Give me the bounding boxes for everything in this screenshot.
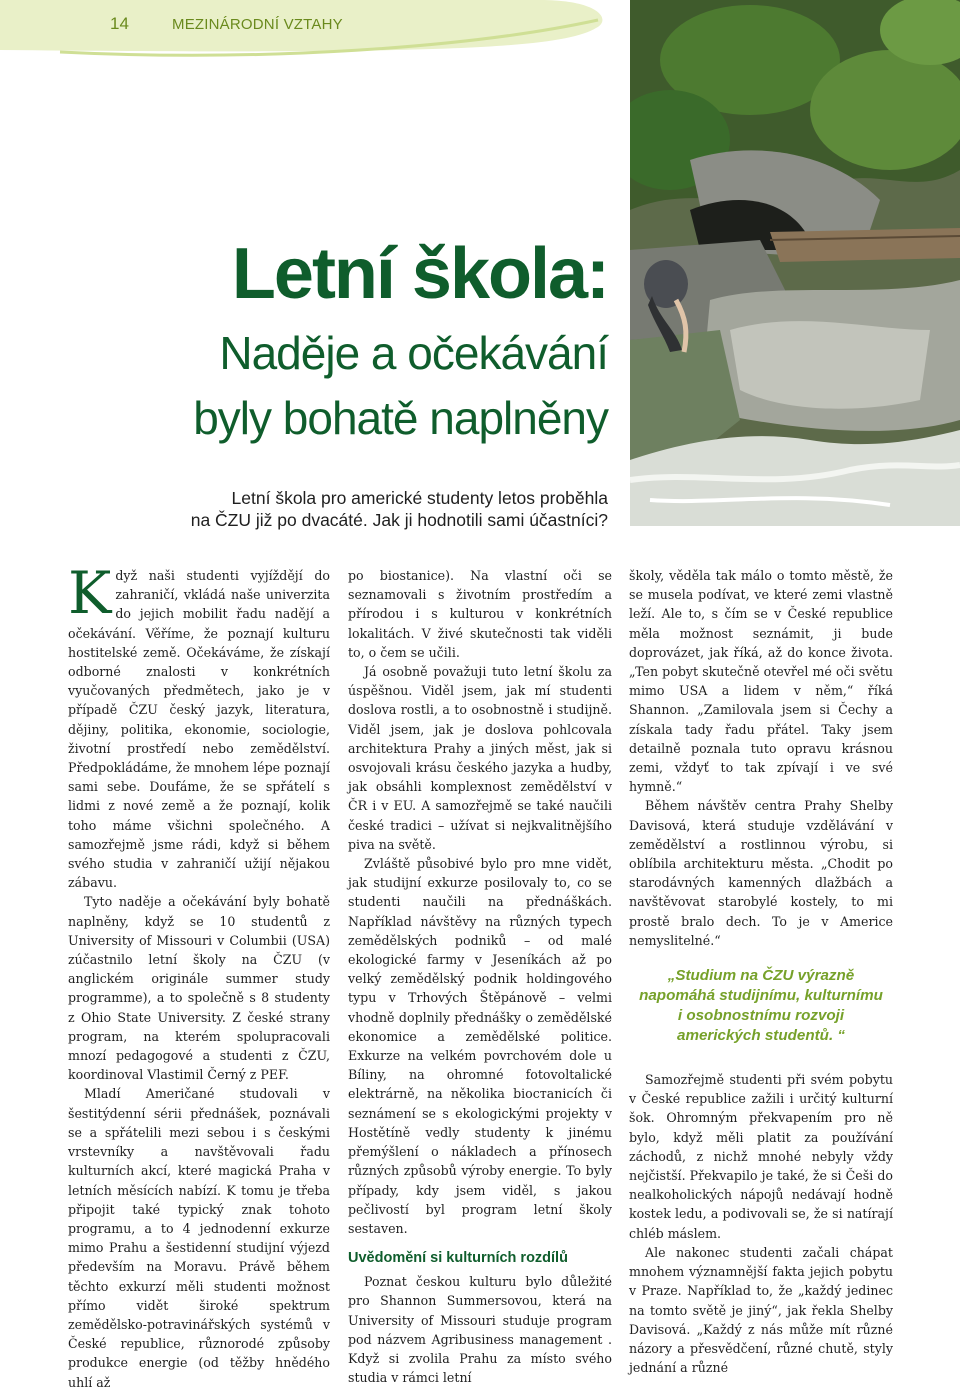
section-title: MEZINÁRODNÍ VZTAHY [172,16,343,33]
paragraph: Mladí Američané studovali v šestitýdenní sérii přednášek, poznávali se a spřátelili mezi sebou i s českými vrstevníky a navštěvovali řadu kulturních akcí, které magická Praha v letních měsících nabízí. K tomu je třeba připojit také typický znak tohoto programu, a to 4 jednodenní exkurze mimo Prahu a šestidenní studijní výjezd především na Moravu. Právě během těchto exkurzí měli studenti možnost přímo vidět široké spektrum zemědělsko-potravinářských systémů v České republice, různorodé způsoby produkce energie (od těžby hnědého uhlí až [68,1086,330,1390]
paragraph: Během návštěv centra Prahy Shelby Davisová, která studuje vzdělávání v zemědělství a rostlinnou výrobu, si oblíbila architekturu města. „Chodit po starodávných kamenných dlažbách a navštěvovat starobylé kostely, to mi prostě bralo dech. To je v Americe nemyslitelné.“ [629,798,893,948]
drop-cap: K [68,559,112,627]
section-heading: Uvědomění si kulturních rozdílů [348,1250,568,1267]
paragraph: Tyto naděje a očekávání byly bohatě naplněny, když se 10 studentů z University of Missouri v Columbii (USA) zúčastnilo letní školy na ČZU (v anglickém originále summer study programme), a to společně s 8 studenty z Ohio State University. Z české strany program, na kterém spolupracovali mnozí pedagogové a studenti z ČZU, koordinoval Vlastimil Černý z PEF. [68,894,330,1083]
paragraph: školy, věděla tak málo o tomto městě, že se musela podívat, ve které zemi vlastně leží. Ale to, s čím se v České republice měla možnost seznámit, ji bude doprovázet, jak říká, až do konce života. „Ten pobyt skutečně otevřel mé oči světu mimo USA a lidem v něm,“ říká Shannon. „Zamilovala jsem si Čechy a získala tady řadu přátel. Taky jsem detailně poznala tuto opravu krásnou zemi, vždyť to tak zpívají i ve své hymně.“ [629,568,893,795]
lead-paragraph [108,487,608,531]
page-number: 14 [110,14,129,33]
headline-subtitle-line2: byly bohatě naplněny [193,392,608,444]
photo-hiker-stream [630,0,960,526]
article-column-2 [348,566,612,1387]
headline-subtitle-line1: Naděje a očekávání [219,327,608,379]
paragraph: Poznat českou kulturu bylo důležité pro Shannon Summersovou, která na University of Missouri studuje program pod názvem Agribusiness management . Když si zvolila Prahu za místo svého studia v rámci letní [348,1274,612,1386]
paragraph: Já osobně považuji tuto letní školu za úspěšnou. Viděl jsem, jak mí studenti doslova rostli, a to osobnostně i studijně. Viděl jsem, jak je doslova pohlcovala architektura Prahy a jiných měst, jak si osvojovali krásu českého jazyka a hudby, jak obsáhli komplexnost zemědělství v ČR i v EU. A samozřejmě se také naučili české tradici – užívat si nejkvalitnějšího piva na světě. [348,664,612,852]
pull-quote: „Studium na ČZU výrazně napomáhá studijnímu, kulturnímu i osobnostnímu rozvoji amerických studentů. “ [639,967,883,1045]
headline-title: Letní škola: [231,234,608,314]
paragraph: Zvláště působivé bylo pro mne vidět, jak studijní exkurze posilovaly to, co se studenti naučili na přednáškách. Například návštěvy na různých typech zemědělských podniků – od malé ekologické farmy v Jeseníkách až po velký zemědělský podnik holdingového typu v Trhových Štěpánově – velmi vhodně doplnily přednášky o zemědělské ekonomice a zemědělské politice. Exkurze na velkém povrchovém dole u Bíliny, na ohromné fotovoltalické elektrárně, na několika bioстanicích či seznámení se s ekologickými projekty v Hostětíně vedly studenty k jinému přemýšlení o nákladech a přínosech různých způsobů výroby energie. To byly případy, kdy jsem viděl, s jakou pečlivostí byl program letní školy sestaven. [348,856,612,1236]
lead-line1: Letní škola pro americké studenty letos proběhla [231,488,608,508]
article-column-1 [68,559,330,1392]
paragraph [68,559,330,892]
lead-line2: na ČZU již po dvacáté. Jak ji hodnotili sami účastníci? [190,510,608,530]
paragraph-text: dyž naši studenti vyjíždějí do zahraničí, vkládá naše univerzita do jejich mobilit řadu nadějí a očekávání. Věříme, že poznají kulturu hostitelské země. Očekáváme, že získají odborné znalosti v konkrétních vyučovaných předmětech, jako je v případě ČZU český jazyk, literatura, dějiny, politika, ekonomie, sociologie, životní prostředí nebo zemědělství. Předpokládáme, že mnohem lépe poznají sami sebe. Doufáme, že se spřátelí s lidmi z nové země a že poznají, kolik toho máme všichni společného. A samozřejmě jsme rádi, když si během svého studia v zahraničí užijí nějakou zábavu. [68,568,330,891]
paragraph: Ale nakonec studenti začali chápat mnohem významnější fakta jejich pobytu v Praze. Například to, že „každý jedinec na tomto světě je jiný“, jak řekla Shelby Davisová. „Každý z nás může mít různé názory a přesvědčení, různé chutě, styly jednání a různé [629,1244,893,1376]
paragraph: Samozřejmě studenti při svém pobytu v České republice zažili i určitý kulturní šok. Ohromným překvapením pro ně bylo, když měli platit za používání záchodů, z nichž mnohé nebyly vždy nejčistší. Překvapilo je také, že si Češi do nealkoholických nápojů nedávají hodně kostek ledu, a podivovali se, že si natírají chléb máslem. [629,1072,893,1241]
article-column-3 [629,566,893,1377]
paragraph: po biostanice). Na vlastní oči se seznamovali s životním prostředím a přírodou i s kulturou v konkrétních lokalitách. V živé skutečnosti tak viděli to, o čem se učili. [348,568,612,660]
